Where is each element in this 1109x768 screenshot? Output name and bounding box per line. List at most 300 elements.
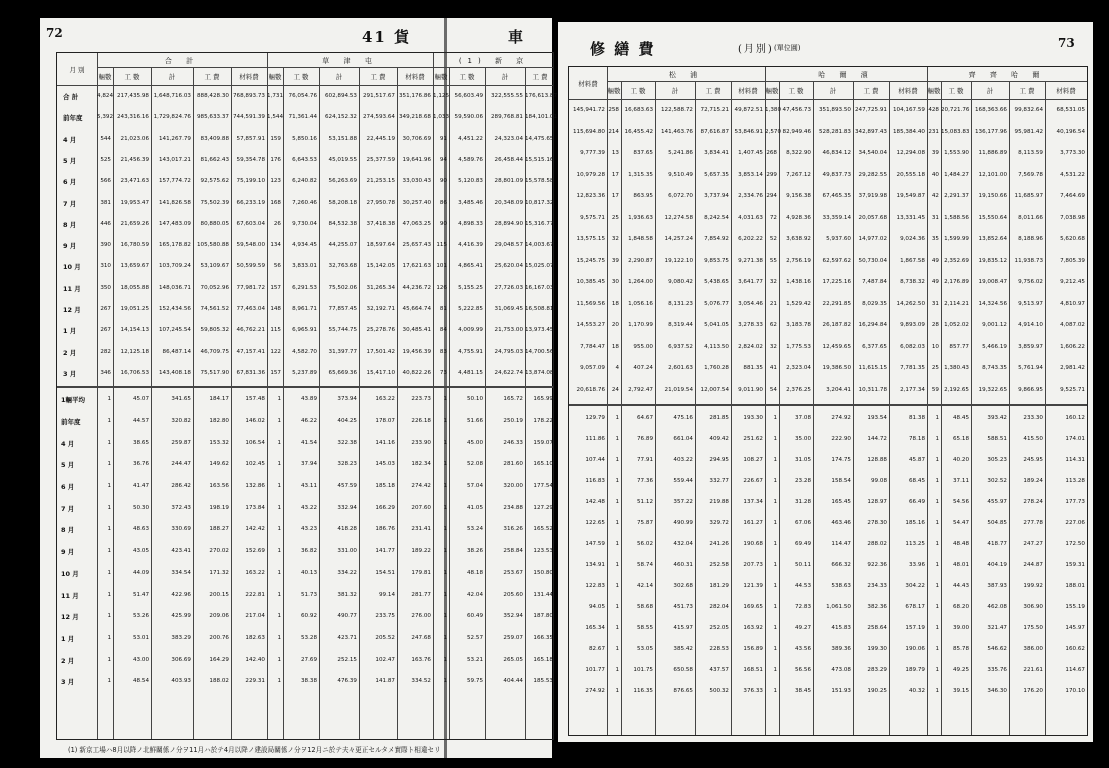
table-cell: 77,857.45 [328, 306, 357, 312]
group-header: (1) 新 京 [458, 57, 530, 65]
table-cell: 9,756.02 [1018, 279, 1043, 285]
column-header: 計 [986, 87, 994, 95]
group-header: 齊 齊 哈 爾 [968, 71, 1046, 79]
table-cell: 1 [773, 604, 777, 610]
table-cell: 1 [107, 439, 111, 446]
table-cell: 3,485.46 [458, 199, 483, 206]
table-cell: 59 [931, 386, 939, 393]
table-cell: 22,291.85 [822, 300, 851, 307]
column-rule [941, 81, 942, 735]
column-header: 材料費 [898, 87, 918, 95]
table-cell: 1 [615, 541, 619, 547]
table-cell: 44.53 [794, 583, 811, 589]
row-label: 1輛平均 [61, 396, 86, 405]
table-cell: 346.30 [987, 688, 1007, 694]
table-cell: 666.32 [831, 562, 851, 568]
table-cell: 1,775.53 [786, 343, 811, 350]
table-cell: 381 [100, 199, 111, 206]
table-cell: 234.88 [503, 504, 523, 511]
table-cell: 476.39 [337, 678, 357, 685]
table-cell: 25,620.04 [494, 263, 523, 270]
table-cell: 8,029.35 [862, 300, 887, 307]
column-header: 輛數 [268, 73, 282, 81]
table-cell: 403.22 [673, 457, 693, 463]
column-header: 工 費 [705, 87, 721, 95]
table-cell: 270.02 [209, 548, 229, 555]
table-cell: 7,781.35 [900, 365, 925, 371]
table-cell: 330.69 [171, 526, 191, 533]
table-cell: 146.02 [245, 417, 265, 424]
table-cell: 288.02 [867, 541, 887, 547]
table-cell: 16,706.53 [120, 369, 149, 376]
table-cell: 177.73 [1065, 499, 1085, 505]
table-cell: 76,054.76 [288, 93, 317, 99]
table-cell: 4,087.02 [1060, 322, 1085, 328]
table-cell: 5,761.94 [1018, 365, 1043, 371]
table-cell: 171.32 [209, 569, 229, 576]
table-cell: 1 [107, 634, 111, 641]
table-cell: 1 [773, 415, 777, 421]
table-cell: 181.29 [709, 583, 729, 589]
table-cell: 45,019.55 [328, 156, 357, 163]
table-cell: 37.94 [300, 461, 317, 468]
table-cell: 282.04 [709, 604, 729, 610]
table-cell: 462.08 [987, 604, 1007, 610]
table-cell: 1,484.27 [944, 171, 969, 178]
table-cell: 544 [100, 135, 111, 142]
table-cell: 199.30 [867, 646, 887, 652]
table-cell: 59.75 [466, 678, 483, 685]
table-cell: 9,024.36 [900, 236, 925, 242]
table-cell: 114.47 [831, 541, 851, 547]
table-cell: 10,979.28 [576, 171, 605, 178]
table-cell: 310 [100, 263, 111, 270]
table-cell: 51.66 [466, 417, 483, 424]
table-cell: 76.89 [636, 436, 653, 442]
table-cell: 274.92 [831, 415, 851, 421]
table-cell: 1 [615, 583, 619, 589]
table-cell: 50.10 [466, 396, 483, 403]
table-cell: 99,832.64 [1014, 107, 1043, 113]
table-cell: 39.00 [952, 625, 969, 631]
table-cell: 407.24 [633, 365, 653, 371]
table-cell: 289,768.81 [490, 114, 523, 121]
table-cell: 15,245.75 [576, 257, 605, 264]
table-cell: 77,981.72 [236, 284, 265, 291]
table-cell: 47,157.41 [236, 348, 265, 355]
column-header: 輛數 [607, 87, 621, 95]
table-cell: 4,582.70 [292, 348, 317, 355]
table-cell: 9,893.09 [900, 322, 925, 328]
table-cell: 245.95 [1023, 457, 1043, 463]
row-label: 3 月 [61, 678, 75, 687]
table-cell: 48.45 [952, 415, 969, 421]
table-cell: 160.62 [1065, 646, 1085, 652]
group-header: 松 浦 [668, 71, 704, 79]
table-cell: 43.22 [300, 504, 317, 511]
table-cell: 80,880.05 [200, 220, 229, 227]
table-cell: 1 [107, 461, 111, 468]
table-cell: 185.18 [375, 483, 395, 489]
table-cell: 372.43 [171, 504, 191, 511]
table-cell: 43.23 [300, 526, 317, 533]
table-cell: 4,914.10 [1018, 322, 1043, 328]
table-cell: 282 [100, 348, 111, 355]
table-cell: 53,151.88 [328, 135, 357, 142]
table-cell: 38.65 [132, 439, 149, 446]
table-cell: 4,928.36 [786, 214, 811, 221]
table-cell: 10 [931, 343, 939, 350]
column-rule [813, 81, 814, 735]
table-cell: 1,380 [765, 107, 782, 113]
table-cell: 134 [270, 242, 281, 249]
row-label: 1 月 [61, 634, 75, 643]
table-cell: 1 [443, 569, 447, 576]
header-bottom-rule [57, 85, 553, 86]
table-cell: 42.14 [636, 583, 653, 589]
table-cell: 863.95 [633, 193, 653, 199]
table-cell: 143,017.21 [158, 156, 191, 163]
table-cell: 85.78 [952, 646, 969, 652]
table-cell: 6,643.53 [292, 156, 317, 163]
table-cell: 1,125 [433, 93, 450, 99]
table-cell: 8,738.32 [900, 279, 925, 285]
table-cell: 189.22 [411, 548, 431, 555]
table-cell: 1 [277, 613, 281, 620]
row-label: 前年度 [61, 417, 81, 426]
column-rule [927, 67, 928, 735]
table-cell: 385.42 [673, 646, 693, 652]
table-cell: 1 [773, 478, 777, 484]
table-cell: 81.38 [908, 415, 925, 421]
table-cell: 205.60 [503, 591, 523, 598]
table-cell: 16,167.03 [525, 284, 554, 291]
table-cell: 198.19 [209, 504, 229, 511]
table-cell: 58.55 [636, 625, 653, 631]
table-cell: 41 [769, 365, 777, 371]
table-cell: 45.07 [132, 396, 149, 403]
table-cell: 207.60 [411, 504, 431, 511]
table-cell: 1 [615, 688, 619, 694]
table-cell: 277.78 [1023, 520, 1043, 526]
table-cell: 9,057.09 [580, 365, 605, 371]
table-cell: 566 [100, 178, 111, 185]
table-cell: 423.71 [337, 634, 357, 641]
table-cell: 302.68 [673, 583, 693, 589]
table-cell: 4,451.22 [458, 135, 483, 142]
table-cell: 247.68 [411, 634, 431, 641]
table-cell: 73 [439, 369, 447, 376]
table-cell: 41.47 [132, 483, 149, 489]
row-label: 6 月 [63, 178, 77, 187]
table-cell: 41.05 [466, 504, 483, 511]
table-cell: 328.23 [337, 461, 357, 468]
table-cell: 9,866.95 [1018, 386, 1043, 393]
table-cell: 18 [611, 343, 619, 350]
table-cell: 126 [436, 284, 447, 291]
table-cell: 241.26 [709, 541, 729, 547]
table-cell: 12,823.36 [576, 193, 605, 199]
table-cell: 20 [611, 322, 619, 328]
table-cell: 837.65 [633, 150, 653, 156]
table-cell: 115 [270, 327, 281, 334]
table-cell: 383.29 [171, 634, 191, 641]
table-cell: 11,938.73 [1014, 257, 1043, 264]
table-cell: 1 [935, 457, 939, 463]
table-cell: 64.67 [636, 415, 653, 421]
group-header: 合 計 [164, 57, 200, 65]
table-cell: 190.68 [743, 541, 763, 547]
table-cell: 99.14 [378, 591, 395, 598]
table-cell: 53.21 [466, 656, 483, 663]
table-cell: 3,204.41 [826, 386, 851, 393]
table-cell: 1 [443, 417, 447, 424]
table-cell: 4,416.39 [458, 242, 483, 249]
table-cell: 5,620.68 [1060, 236, 1085, 242]
table-cell: 178.07 [375, 417, 395, 424]
table-cell: 43.05 [132, 548, 149, 555]
table-cell: 182.63 [245, 634, 265, 641]
table-cell: 1 [773, 520, 777, 526]
unit-note: (單位圓) [774, 44, 801, 52]
table-cell: 4,481.15 [458, 369, 483, 376]
table-cell: 152.69 [245, 548, 265, 555]
table-cell: 141,267.79 [158, 135, 191, 142]
table-cell: 2,376.25 [786, 386, 811, 393]
table-cell: 15,316.77 [525, 220, 554, 227]
table-cell: 56.56 [794, 667, 811, 673]
table-cell: 66.49 [908, 499, 925, 505]
table-cell: 1,648,716.03 [153, 93, 191, 99]
table-cell: 190.25 [867, 688, 887, 694]
table-cell: 334.54 [171, 569, 191, 576]
table-cell: 151.93 [831, 688, 851, 694]
column-rule [971, 81, 972, 735]
table-cell: 2,792.47 [628, 386, 653, 393]
table-cell: 3,638.92 [786, 236, 811, 242]
table-cell: 1 [935, 688, 939, 694]
table-cell: 334.22 [337, 569, 357, 576]
table-cell: 226.67 [743, 478, 763, 484]
table-cell: 11,615.15 [858, 365, 887, 371]
table-cell: 1 [277, 504, 281, 511]
column-header: 工 費 [863, 87, 879, 95]
table-cell: 13 [611, 150, 619, 156]
table-cell: 65,669.36 [328, 369, 357, 376]
table-cell: 8,011.66 [1018, 214, 1043, 221]
table-cell: 149.62 [209, 461, 229, 468]
table-cell: 415.97 [673, 625, 693, 631]
table-cell: 58,208.18 [328, 199, 357, 206]
table-cell: 243,316.16 [116, 114, 149, 121]
table-cell: 12,294.08 [896, 150, 925, 156]
table-cell: 38.45 [794, 688, 811, 694]
table-cell: 881.35 [743, 365, 763, 371]
table-cell: 386.00 [1023, 646, 1043, 652]
table-cell: 2,177.34 [900, 386, 925, 393]
table-cell: 142.42 [245, 526, 265, 533]
table-cell: 75,199.10 [236, 178, 265, 185]
table-cell: 9,001.12 [982, 322, 1007, 328]
table-cell: 9,011.90 [738, 386, 763, 393]
table-cell: 19,051.25 [120, 306, 149, 312]
table-cell: 51.12 [636, 499, 653, 505]
table-cell: 67,831.36 [236, 369, 265, 376]
table-cell: 5,850.16 [292, 135, 317, 142]
table-cell: 425.99 [171, 613, 191, 620]
table-cell: 223.73 [411, 396, 431, 403]
table-cell: 320.00 [503, 483, 523, 489]
table-cell: 18 [611, 300, 619, 307]
table-cell: 8,319.44 [668, 322, 693, 328]
table-cell: 1,438.16 [786, 279, 811, 285]
table-cell: 8,113.59 [1018, 150, 1043, 156]
table-cell: 26,187.82 [822, 322, 851, 328]
table-cell: 588.51 [987, 436, 1007, 442]
table-cell: 4,934.45 [292, 242, 317, 249]
table-cell: 19,835.12 [978, 257, 1007, 264]
table-cell: 20,348.09 [494, 199, 523, 206]
table-cell: 13,331.45 [896, 214, 925, 221]
column-header: 計 [168, 73, 176, 81]
table-cell: 21,253.15 [366, 178, 395, 185]
row-label: 11 月 [63, 284, 81, 293]
table-cell: 19,322.65 [978, 386, 1007, 393]
table-cell: 1 [107, 591, 111, 598]
table-cell: 20,555.18 [896, 171, 925, 178]
table-cell: 2,756.19 [786, 257, 811, 264]
table-cell: 176.20 [1023, 688, 1043, 694]
table-cell: 174.75 [831, 457, 851, 463]
table-cell: 131.44 [533, 591, 553, 598]
table-cell: 32 [769, 279, 777, 285]
table-cell: 5,041.05 [704, 322, 729, 328]
row-label: 8 月 [61, 526, 75, 535]
table-cell: 48.63 [132, 526, 149, 533]
table-cell: 6,202.22 [738, 236, 763, 242]
table-cell: 123 [270, 178, 281, 185]
table-cell: 188.01 [1065, 583, 1085, 589]
table-cell: 5,241.86 [668, 150, 693, 156]
table-cell: 16,683.63 [624, 107, 653, 113]
table-cell: 1 [935, 520, 939, 526]
table-cell: 172.50 [1065, 541, 1085, 547]
table-cell: 82.67 [588, 646, 605, 652]
table-cell: 21,659.26 [120, 220, 149, 227]
table-cell: 1,867.58 [900, 257, 925, 264]
table-cell: 91 [439, 135, 447, 142]
table-cell: 1 [935, 478, 939, 484]
table-cell: 281.77 [411, 591, 431, 598]
table-cell: 57,857.91 [236, 135, 265, 142]
table-cell: 48.48 [952, 541, 969, 547]
table-cell: 5,392 [97, 114, 114, 121]
table-cell: 229.31 [245, 678, 265, 685]
table-cell: 12,101.00 [978, 171, 1007, 178]
table-cell: 54.56 [952, 499, 969, 505]
table-cell: 43.11 [300, 483, 317, 489]
table-cell: 71,361.44 [288, 114, 317, 121]
table-cell: 145,941.72 [572, 107, 605, 113]
table-cell: 1 [107, 569, 111, 576]
row-label: 合 計 [63, 93, 79, 101]
table-cell: 3,737.94 [704, 193, 729, 199]
table-cell: 5,937.60 [826, 236, 851, 242]
table-cell: 55,744.75 [328, 327, 357, 334]
table-cell: 132.86 [245, 483, 265, 489]
table-cell: 1 [935, 436, 939, 442]
table-cell: 122.65 [585, 520, 605, 526]
table-cell: 155.19 [1065, 604, 1085, 610]
table-cell: 168,363.66 [974, 107, 1007, 113]
table-cell: 661.04 [673, 436, 693, 442]
column-header: 輛數 [927, 87, 941, 95]
table-cell: 217.04 [245, 613, 265, 620]
table-cell: 1 [615, 667, 619, 673]
table-cell: 1 [107, 656, 111, 663]
table-cell: 1 [935, 562, 939, 568]
table-cell: 68.20 [952, 604, 969, 610]
table-cell: 27.69 [300, 656, 317, 663]
footnote: (1) 新京工場ハ8月以降ノ北鮮關係ノ分ヲ11月ハ於テ4月以降ノ建設局關係ノ分ヲ12月ニ於テ夫々更正セルタメ實際ト相違セリ [68, 746, 441, 754]
page-number: 72 [46, 26, 63, 40]
row-label: 8 月 [63, 220, 77, 229]
table-cell: 67,465.35 [822, 193, 851, 199]
table-cell: 163.22 [245, 569, 265, 576]
table-cell: 52.57 [466, 634, 483, 641]
table-cell: 559.44 [673, 478, 693, 484]
table-cell: 5,120.83 [458, 178, 483, 185]
group-header: 草 津 屯 [322, 57, 378, 65]
row-label: 2 月 [63, 348, 77, 357]
table-cell: 40,822.26 [402, 369, 431, 376]
table-cell: 33,359.14 [822, 214, 851, 221]
row-label: 12 月 [63, 306, 81, 314]
table-cell: 26,458.44 [494, 156, 523, 163]
table-cell: 1 [773, 562, 777, 568]
table-cell: 148 [270, 306, 281, 312]
table-cell: 1 [107, 483, 111, 489]
column-header: 工 數 [459, 73, 475, 81]
table-cell: 316.26 [503, 526, 523, 533]
table-cell: 334.52 [411, 678, 431, 685]
table-cell: 21,753.00 [494, 327, 523, 334]
table-cell: 94 [439, 156, 447, 163]
table-cell: 49.25 [952, 667, 969, 673]
table-cell: 33.96 [908, 562, 925, 568]
table-cell: 415.50 [1023, 436, 1043, 442]
table-cell: 145.97 [1065, 625, 1085, 631]
table-cell: 423.41 [171, 548, 191, 555]
table-cell: 200.15 [209, 591, 229, 598]
table-cell: 244.87 [1023, 562, 1043, 568]
table-cell: 15,025.07 [525, 263, 554, 270]
table-cell: 9,730.04 [292, 220, 317, 227]
table-cell: 19,008.47 [978, 279, 1007, 285]
table-cell: 163.22 [375, 396, 395, 403]
table-cell: 1 [773, 499, 777, 505]
table-cell: 350 [100, 284, 111, 291]
table-cell: 188.02 [209, 678, 229, 685]
table-cell: 28 [931, 322, 939, 328]
table-cell: 546.62 [987, 646, 1007, 652]
table-cell: 624,152.32 [324, 114, 357, 121]
table-cell: 176,613.87 [525, 93, 558, 99]
table-cell: 47,456.73 [782, 107, 811, 113]
table-cell: 114.31 [1065, 457, 1085, 463]
table-cell: 53.28 [300, 634, 317, 641]
table-cell: 294 [766, 193, 777, 199]
